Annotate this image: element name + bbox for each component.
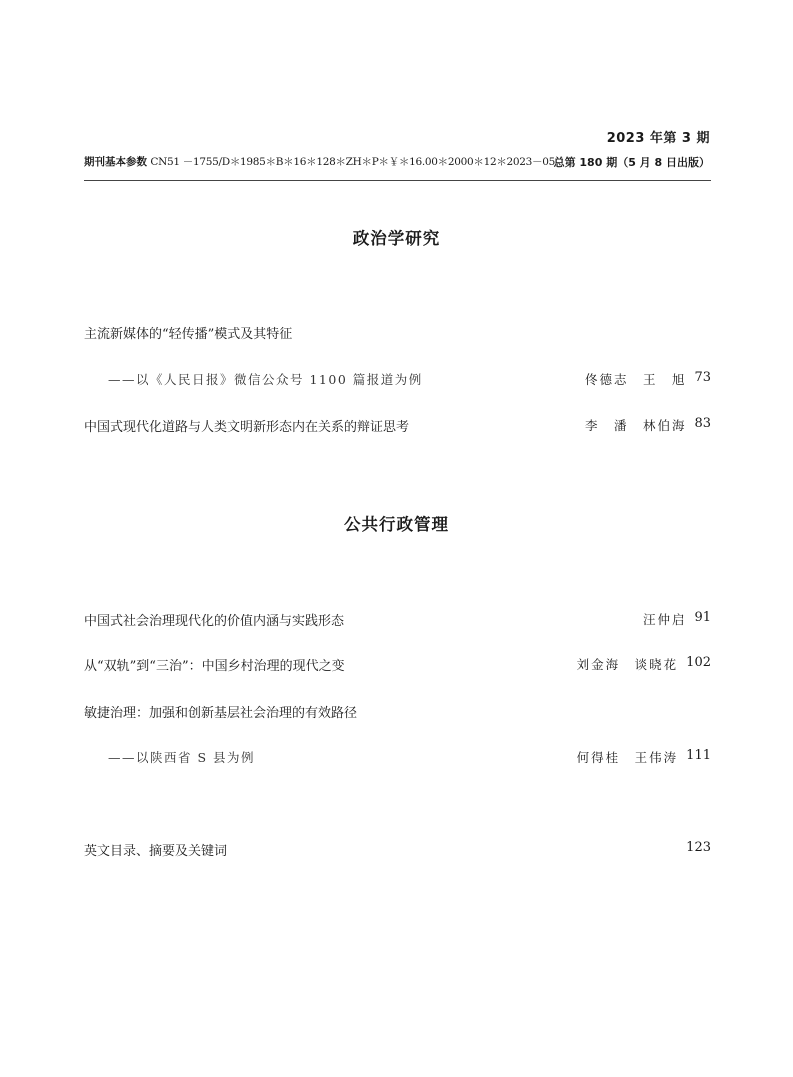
toc-entry[interactable] xyxy=(84,702,711,722)
article-authors: 佟德志 王 旭 xyxy=(584,372,687,387)
article-subtitle: ——以陕西省 S 县为例 xyxy=(108,750,256,765)
article-title[interactable]: 主流新媒体的“轻传播”模式及其特征 xyxy=(84,327,293,342)
page-number: 83 xyxy=(694,416,711,431)
page-number: 91 xyxy=(694,610,711,625)
page-number: 73 xyxy=(694,370,711,385)
article-authors: 汪仲启 xyxy=(642,612,687,627)
issue-number: 2023 年第 3 期 xyxy=(606,131,710,146)
toc-entry-subtitle-row[interactable] xyxy=(84,748,711,768)
section-title-public-administration: 公共行政管理 xyxy=(344,515,449,534)
toc-entry-subtitle-row[interactable] xyxy=(84,370,711,390)
appendix-title[interactable]: 英文目录、摘要及关键词 xyxy=(84,844,228,859)
article-title[interactable]: 从“双轨”到“三治”：中国乡村治理的现代之变 xyxy=(84,659,345,674)
section-title-political-science: 政治学研究 xyxy=(352,229,441,248)
toc-entry[interactable] xyxy=(84,323,711,343)
toc-entry[interactable] xyxy=(84,655,711,675)
params-label: 期刊基本参数 xyxy=(84,156,147,168)
article-title[interactable]: 中国式现代化道路与人类文明新形态内在关系的辩证思考 xyxy=(84,420,410,435)
page-number: 123 xyxy=(686,840,711,855)
article-subtitle: ——以《人民日报》微信公众号 1100 篇报道为例 xyxy=(108,372,423,387)
journal-parameters xyxy=(84,154,555,169)
header-divider xyxy=(84,180,711,181)
article-authors: 刘金海 谈晓花 xyxy=(576,657,679,672)
toc-entry[interactable] xyxy=(84,416,711,436)
article-title[interactable]: 中国式社会治理现代化的价值内涵与实践形态 xyxy=(84,614,345,629)
toc-entry-appendix[interactable] xyxy=(84,840,711,860)
params-code: CN51 －1755/D＊1985＊B＊16＊128＊ZH＊P＊￥＊16.00＊2000＊12＊2023－05 xyxy=(150,156,556,168)
page-number: 102 xyxy=(686,655,711,670)
article-authors: 何得桂 王伟涛 xyxy=(576,750,679,765)
page-number: 111 xyxy=(686,748,711,763)
toc-entry[interactable] xyxy=(84,610,711,630)
article-authors: 李 潘 林伯海 xyxy=(584,418,687,433)
total-issue: 总第 180 期（5 月 8 日出版） xyxy=(553,156,710,169)
article-title[interactable]: 敏捷治理：加强和创新基层社会治理的有效路径 xyxy=(84,706,358,721)
